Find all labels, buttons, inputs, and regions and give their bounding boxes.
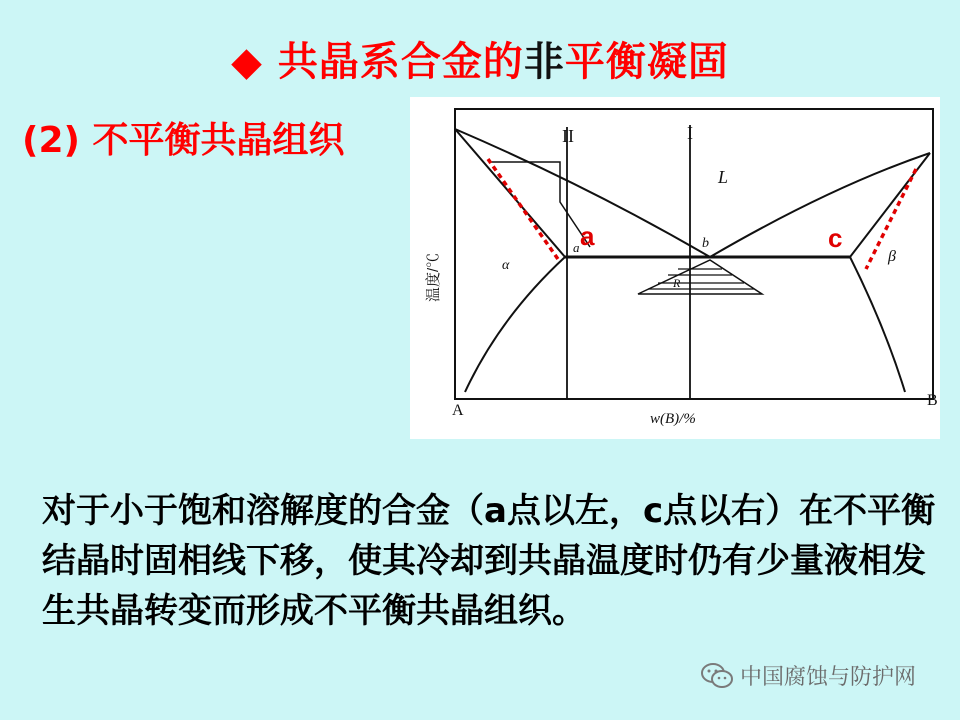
phase-diagram xyxy=(410,97,940,439)
label-a-small: a xyxy=(573,240,580,255)
y-axis-label: 温度/℃ xyxy=(425,252,442,302)
phase-diagram-svg xyxy=(410,97,940,439)
marker-c-label: c xyxy=(828,223,843,253)
label-beta: β xyxy=(888,248,896,265)
title-part-1: 共晶系合金的 xyxy=(277,39,524,85)
bullet-diamond-icon: ◆ xyxy=(231,39,263,85)
solvus-left-curve xyxy=(465,257,565,392)
label-b: b xyxy=(702,236,709,251)
label-B: B xyxy=(927,392,938,409)
x-axis-label: w(B)/% xyxy=(650,411,696,427)
page-title xyxy=(0,30,960,87)
solvus-right-curve xyxy=(850,257,905,392)
label-II: II xyxy=(562,126,574,146)
label-L: L xyxy=(718,167,729,187)
title-part-2: 非 xyxy=(523,39,565,85)
explanation-text: 对于小于饱和溶解度的合金（a点以左，c点以右）在不平衡结晶时固相线下移，使其冷却到共晶温度时仍有少量液相发生共晶转变而形成不平衡共晶组织。 xyxy=(42,491,936,631)
marker-a-label: a xyxy=(580,221,595,251)
label-R: R xyxy=(673,276,681,290)
diagram-frame xyxy=(455,109,933,399)
title-part-3: 平衡凝固 xyxy=(564,39,729,85)
watermark-text: 中国腐蚀与防护网 xyxy=(740,665,917,690)
label-A: A xyxy=(452,402,464,419)
wechat-icon xyxy=(700,662,734,690)
section-subtitle: (2) 不平衡共晶组织 xyxy=(22,120,345,161)
watermark xyxy=(700,660,916,691)
label-alpha: α xyxy=(502,258,510,273)
label-I: I xyxy=(687,123,693,143)
